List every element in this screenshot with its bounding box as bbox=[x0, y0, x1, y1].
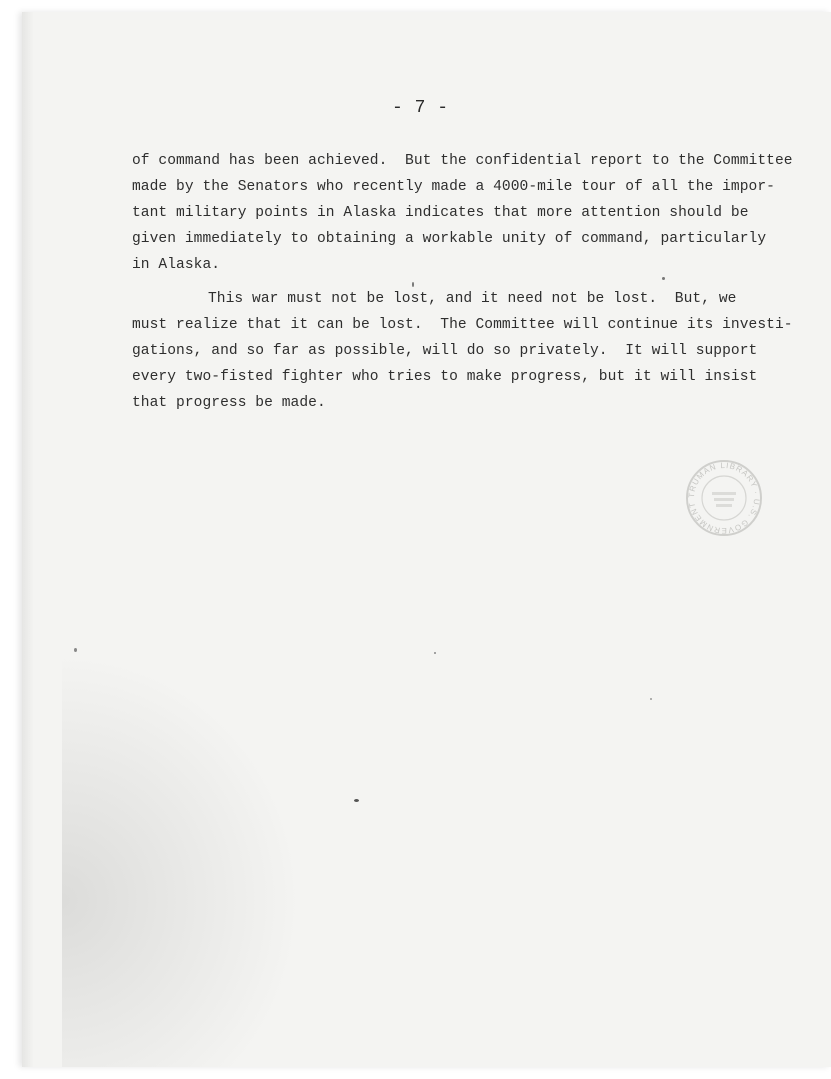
paragraph-line: given immediately to obtaining a workable unity of command, particularly bbox=[132, 231, 767, 247]
paragraph-line: that progress be made. bbox=[132, 395, 326, 411]
paragraph-line: made by the Senators who recently made a 4000-mile tour of all the impor- bbox=[132, 179, 775, 195]
body-text bbox=[132, 148, 793, 424]
paragraph-line: every two-fisted fighter who tries to make progress, but it will insist bbox=[132, 369, 758, 385]
scan-speck bbox=[74, 648, 77, 652]
page-edge-shadow bbox=[22, 12, 34, 1067]
paragraph-line: must realize that it can be lost. The Committee will continue its investi- bbox=[132, 317, 793, 333]
paragraph-line: tant military points in Alaska indicates that more attention should be bbox=[132, 205, 749, 221]
paragraph-line: in Alaska. bbox=[132, 257, 221, 273]
paragraph-line: of command has been achieved. But the confidential report to the Committee bbox=[132, 153, 793, 169]
paragraph-line: gations, and so far as possible, will do so privately. It will support bbox=[132, 343, 758, 359]
library-stamp bbox=[684, 458, 764, 538]
paragraph-line: This war must not be lost, and it need not be lost. But, we bbox=[208, 291, 737, 307]
page-fold-shading bbox=[62, 652, 302, 1067]
page-number: - 7 - bbox=[392, 98, 449, 118]
scan-speck bbox=[354, 799, 359, 802]
document-page bbox=[22, 12, 831, 1067]
stamp-text: TRUMAN LIBRARY · U.S. GOVERNMENT bbox=[686, 460, 762, 536]
paragraph-2 bbox=[132, 286, 793, 416]
scan-speck bbox=[662, 277, 665, 280]
scan-speck bbox=[434, 652, 436, 654]
scan-speck bbox=[412, 282, 414, 287]
paragraph-1 bbox=[132, 148, 793, 278]
scan-speck bbox=[650, 698, 652, 700]
